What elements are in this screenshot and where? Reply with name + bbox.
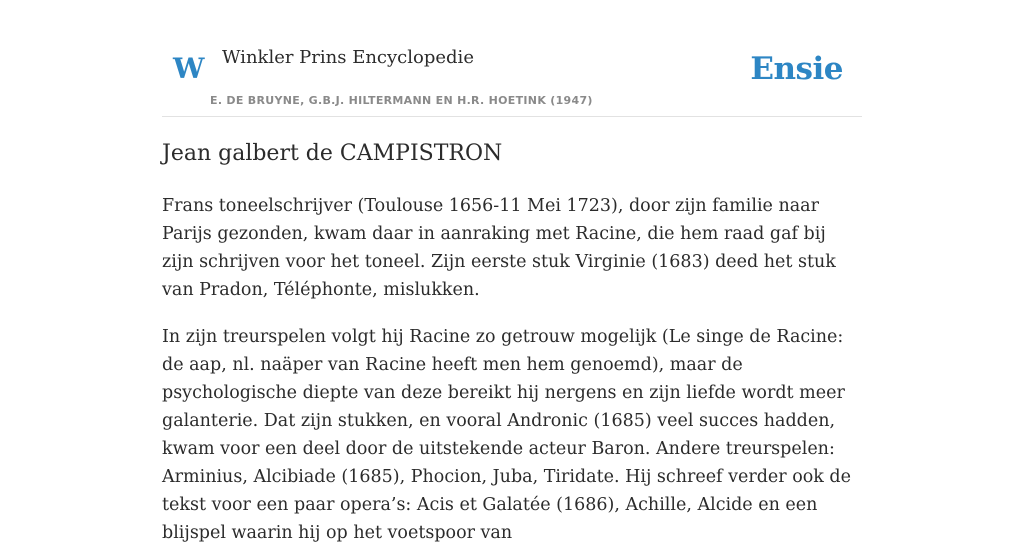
source-header <box>162 0 862 117</box>
article <box>162 136 862 547</box>
source-authors: E. DE BRUYNE, G.B.J. HILTERMANN EN H.R. HOETINK (1947) <box>210 94 593 107</box>
article-title: Jean galbert de CAMPISTRON <box>162 141 503 166</box>
article-paragraph: Frans toneelschrijver (Toulouse 1656-11 Mei 1723), door zijn familie naar Parijs gezonden, kwam daar in aanraking met Racine, die hem raad gaf bij zijn schrijven voor het toneel. Zijn eerste stuk Virginie (1683) deed het stuk van Pradon, Téléphonte, mislukken. <box>162 196 836 300</box>
source-title[interactable]: Winkler Prins Encyclopedie <box>222 47 474 68</box>
article-paragraph: In zijn treurspelen volgt hij Racine zo getrouw mogelijk (Le singe de Racine: de aap, nl. naäper van Racine heeft men hem genoemd), maar de psychologische diepte van deze bereikt hij nergens en zijn liefde wordt meer galanterie. Dat zijn stukken, en vooral Andronic (1685) veel succes hadden, kwam voor een deel door de uitstekende acteur Baron. Andere treurspelen: Arminius, Alcibiade (1685), Phocion, Juba, Tiridate. Hij schreef verder ook de tekst voor een paar opera’s: Acis et Galatée (1686), Achille, Alcide en een blijspel waarin hij op het voetspoor van <box>162 327 851 543</box>
ensie-brand-logo[interactable]: Ensie <box>750 51 843 87</box>
winkler-prins-logo-icon[interactable]: W <box>173 52 205 85</box>
